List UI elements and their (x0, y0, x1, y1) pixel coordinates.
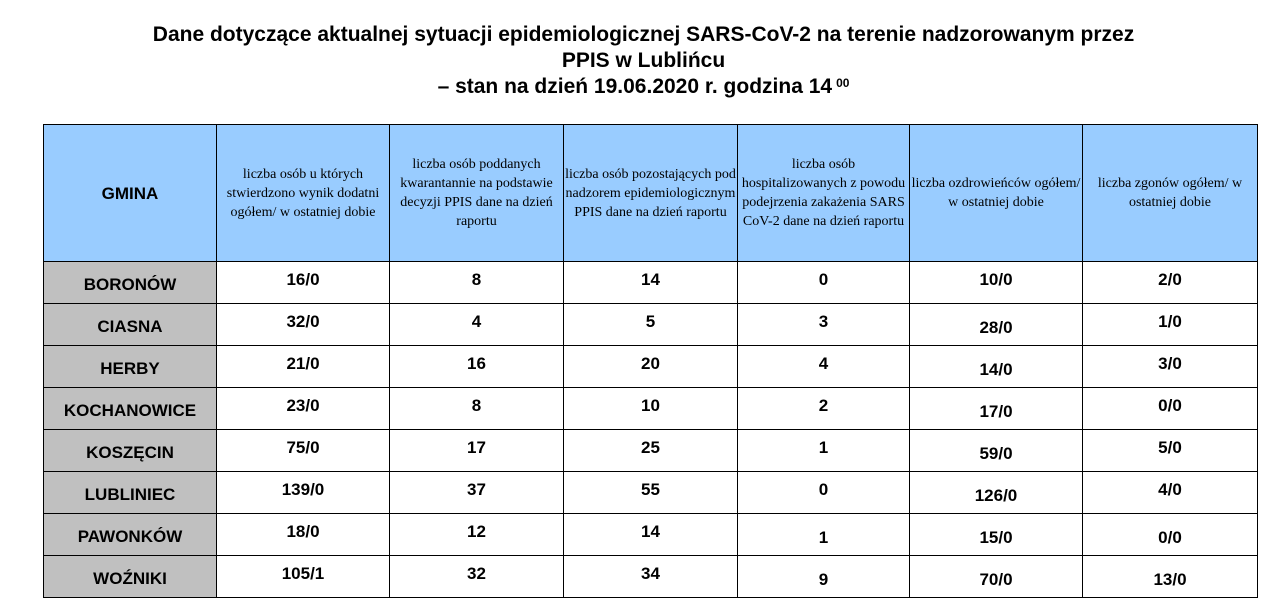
cell-value: 0/0 (1158, 527, 1182, 547)
cell-recovered (910, 514, 1083, 556)
table-row (44, 262, 1258, 304)
epidemiology-table (43, 124, 1258, 598)
cell-recovered (910, 304, 1083, 346)
title-line-1: Dane dotyczące aktualnej sytuacji epidemiologicznej SARS-CoV-2 na terenie nadzorowanym przez (152, 23, 1135, 46)
cell-value: 34 (641, 563, 660, 583)
cell-quarantine (390, 556, 564, 598)
cell-value: 16/0 (286, 269, 320, 289)
title-line-2: PPIS w Lublińcu (561, 49, 726, 72)
gmina-name: HERBY (44, 346, 217, 388)
cell-deaths (1083, 472, 1258, 514)
cell-value: 20 (641, 353, 660, 373)
cell-value: 4/0 (1158, 479, 1182, 499)
gmina-name: LUBLINIEC (44, 472, 217, 514)
table-row (44, 556, 1258, 598)
cell-value: 0 (818, 479, 829, 499)
cell-positive (217, 472, 390, 514)
cell-supervision (564, 430, 738, 472)
cell-hospitalized (738, 388, 910, 430)
cell-value: 17/0 (979, 401, 1013, 421)
cell-value: 55 (641, 479, 660, 499)
table-row (44, 430, 1258, 472)
cell-recovered (910, 472, 1083, 514)
cell-quarantine (390, 514, 564, 556)
cell-value: 8 (471, 395, 482, 415)
table-row (44, 472, 1258, 514)
cell-quarantine (390, 472, 564, 514)
cell-value: 14 (641, 269, 660, 289)
gmina-name: KOSZĘCIN (44, 430, 217, 472)
table-header-row (44, 125, 1258, 262)
cell-hospitalized (738, 430, 910, 472)
table-row (44, 514, 1258, 556)
title-date-text: – stan na dzień 19.06.2020 r. godzina 14 (437, 75, 833, 98)
cell-supervision (564, 556, 738, 598)
title-line-3 (0, 74, 1287, 100)
cell-value: 0 (818, 269, 829, 289)
cell-value: 1 (818, 437, 829, 457)
cell-hospitalized (738, 262, 910, 304)
cell-value: 37 (467, 479, 486, 499)
cell-value: 32/0 (286, 311, 320, 331)
cell-value: 3 (818, 311, 829, 331)
cell-supervision (564, 346, 738, 388)
cell-value: 17 (467, 437, 486, 457)
cell-value: 28/0 (979, 317, 1013, 337)
cell-value: 12 (467, 521, 486, 541)
cell-supervision (564, 514, 738, 556)
cell-value: 10/0 (979, 269, 1013, 289)
header-quarantine: liczba osób poddanych kwarantannie na podstawie decyzji PPIS dane na dzień raportu (390, 125, 564, 262)
cell-value: 3/0 (1158, 353, 1182, 373)
cell-deaths (1083, 346, 1258, 388)
gmina-name: CIASNA (44, 304, 217, 346)
cell-value: 14 (641, 521, 660, 541)
cell-value: 5 (645, 311, 656, 331)
cell-hospitalized (738, 472, 910, 514)
cell-value: 75/0 (286, 437, 320, 457)
cell-value: 32 (467, 563, 486, 583)
cell-value: 4 (471, 311, 482, 331)
cell-value: 70/0 (979, 569, 1013, 589)
gmina-name: PAWONKÓW (44, 514, 217, 556)
table-row (44, 346, 1258, 388)
gmina-name: BORONÓW (44, 262, 217, 304)
cell-recovered (910, 556, 1083, 598)
table-row (44, 388, 1258, 430)
report-title (0, 22, 1287, 100)
cell-supervision (564, 472, 738, 514)
cell-deaths (1083, 514, 1258, 556)
cell-positive (217, 346, 390, 388)
cell-positive (217, 304, 390, 346)
cell-value: 21/0 (286, 353, 320, 373)
cell-value: 23/0 (286, 395, 320, 415)
cell-recovered (910, 430, 1083, 472)
cell-value: 2 (818, 395, 829, 415)
cell-deaths (1083, 388, 1258, 430)
cell-deaths (1083, 304, 1258, 346)
header-deaths: liczba zgonów ogółem/ w ostatniej dobie (1083, 125, 1258, 262)
cell-quarantine (390, 430, 564, 472)
cell-value: 8 (471, 269, 482, 289)
cell-positive (217, 514, 390, 556)
cell-deaths (1083, 556, 1258, 598)
cell-value: 105/1 (281, 563, 325, 583)
cell-recovered (910, 346, 1083, 388)
cell-positive (217, 388, 390, 430)
cell-value: 4 (818, 353, 829, 373)
cell-value: 13/0 (1153, 569, 1187, 589)
cell-deaths (1083, 430, 1258, 472)
header-gmina: GMINA (44, 125, 217, 262)
cell-value: 5/0 (1158, 437, 1182, 457)
cell-supervision (564, 304, 738, 346)
cell-value: 15/0 (979, 527, 1013, 547)
cell-value: 16 (467, 353, 486, 373)
cell-positive (217, 262, 390, 304)
cell-value: 1/0 (1158, 311, 1182, 331)
cell-value: 25 (641, 437, 660, 457)
cell-positive (217, 430, 390, 472)
cell-deaths (1083, 262, 1258, 304)
header-hospitalized: liczba osób hospitalizowanych z powodu podejrzenia zakażenia SARS CoV-2 dane na dzień raportu (738, 125, 910, 262)
cell-recovered (910, 262, 1083, 304)
table-body (44, 262, 1258, 598)
title-hour-minutes: 00 (836, 76, 850, 90)
gmina-name: KOCHANOWICE (44, 388, 217, 430)
cell-hospitalized (738, 304, 910, 346)
cell-quarantine (390, 346, 564, 388)
cell-value: 10 (641, 395, 660, 415)
gmina-name: WOŹNIKI (44, 556, 217, 598)
header-positive-cases: liczba osób u których stwierdzono wynik dodatni ogółem/ w ostatniej dobie (217, 125, 390, 262)
cell-value: 9 (818, 569, 829, 589)
cell-hospitalized (738, 346, 910, 388)
cell-recovered (910, 388, 1083, 430)
cell-value: 1 (818, 527, 829, 547)
cell-value: 59/0 (979, 443, 1013, 463)
header-recovered: liczba ozdrowieńców ogółem/ w ostatniej dobie (910, 125, 1083, 262)
cell-value: 14/0 (979, 359, 1013, 379)
cell-value: 18/0 (286, 521, 320, 541)
cell-hospitalized (738, 514, 910, 556)
cell-hospitalized (738, 556, 910, 598)
cell-value: 139/0 (281, 479, 325, 499)
cell-value: 2/0 (1158, 269, 1182, 289)
cell-value: 0/0 (1158, 395, 1182, 415)
table-row (44, 304, 1258, 346)
table-header (44, 125, 1258, 262)
cell-supervision (564, 262, 738, 304)
cell-supervision (564, 388, 738, 430)
cell-positive (217, 556, 390, 598)
cell-quarantine (390, 304, 564, 346)
cell-quarantine (390, 388, 564, 430)
cell-value: 126/0 (974, 485, 1018, 505)
header-supervision: liczba osób pozostających pod nadzorem epidemiologicznym PPIS dane na dzień raportu (564, 125, 738, 262)
cell-quarantine (390, 262, 564, 304)
